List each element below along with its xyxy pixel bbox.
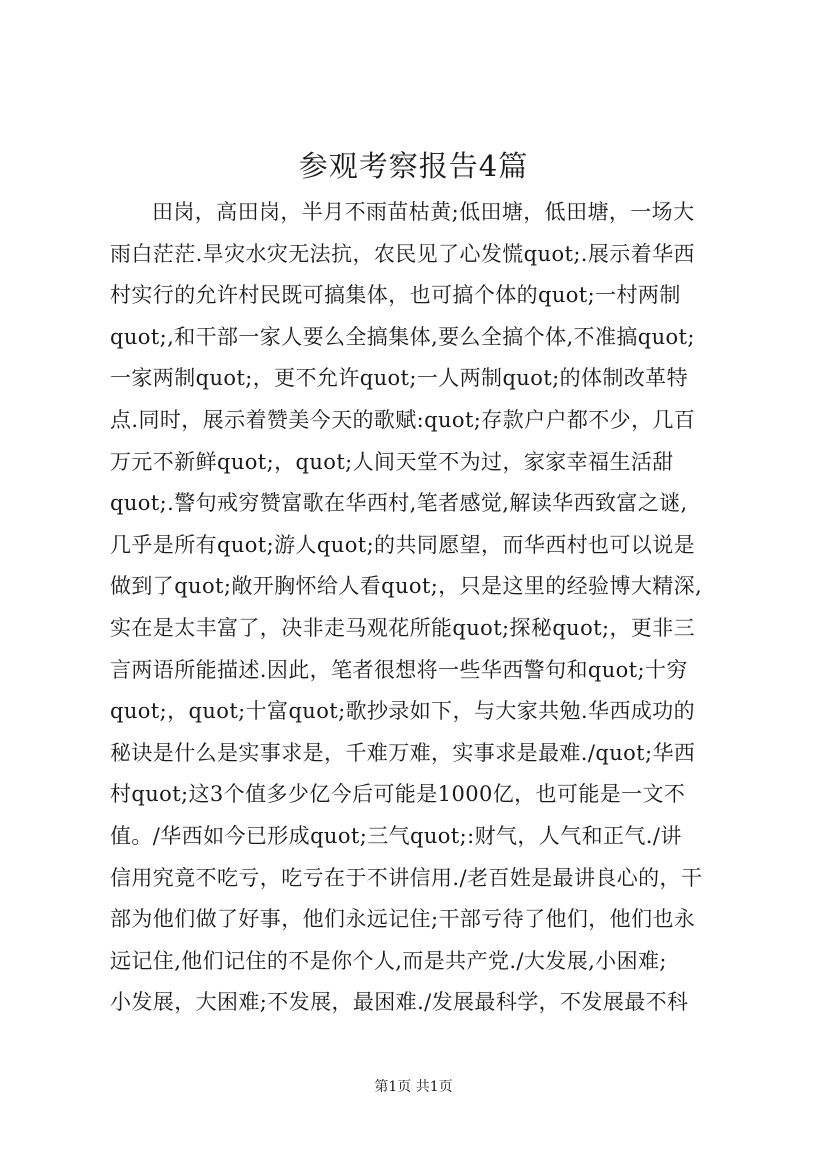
body-line: quot;,和干部一家人要么全搞集体,要么全搞个体,不准搞quot; (110, 324, 695, 349)
body-line: 值。/华西如今已形成quot;三气quot;:财气，人气和正气./讲 (110, 823, 682, 848)
body-line: quot;.警句戒穷赞富歌在华西村,笔者感觉,解读华西致富之谜, (110, 491, 688, 516)
page-footer: 第1页 共1页 (374, 1079, 453, 1095)
body-line: 点.同时，展示着赞美今天的歌赋:quot;存款户户都不少，几百 (110, 407, 696, 432)
body-line: 实在是太丰富了，决非走马观花所能quot;探秘quot;，更非三 (110, 615, 696, 640)
body-line: 一家两制quot;，更不允许quot;一人两制quot;的体制改革特 (110, 366, 688, 391)
body-line: 远记住,他们记住的不是你个人,而是共产党./大发展,小困难; (110, 948, 667, 973)
body-line: 小发展，大困难;不发展，最困难./发展最科学，不发展最不科 (110, 990, 689, 1015)
body-line: 村quot;这3个值多少亿今后可能是1000亿，也可能是一文不 (110, 782, 686, 807)
body-line: 秘诀是什么是实事求是，千难万难，实事求是最难./quot;华西 (110, 740, 696, 765)
body-line: 万元不新鲜quot;，quot;人间天堂不为过，家家幸福生活甜 (110, 449, 674, 474)
body-line: 田岗，高田岗，半月不雨苗枯黄;低田塘，低田塘，一场大 (152, 200, 695, 224)
body-line: 信用究竟不吃亏，吃亏在于不讲信用./老百姓是最讲良心的，干 (110, 865, 703, 890)
document-body (110, 192, 722, 1024)
body-line: 村实行的允许村民既可搞集体，也可搞个体的quot;一村两制 (110, 283, 681, 308)
document-title: 参观考察报告4篇 (298, 149, 529, 183)
body-line: 几乎是所有quot;游人quot;的共同愿望，而华西村也可以说是 (110, 532, 696, 557)
body-line: 雨白茫茫.旱灾水灾无法抗，农民见了心发慌quot;.展示着华西 (110, 241, 695, 266)
body-line: quot;，quot;十富quot;歌抄录如下，与大家共勉.华西成功的 (110, 699, 696, 724)
body-line: 做到了quot;敞开胸怀给人看quot;，只是这里的经验博大精深, (110, 574, 703, 599)
body-line: 言两语所能描述.因此，笔者很想将一些华西警句和quot;十穷 (110, 657, 688, 682)
body-line: 部为他们做了好事，他们永远记住;干部亏待了他们，他们也永 (110, 907, 696, 932)
